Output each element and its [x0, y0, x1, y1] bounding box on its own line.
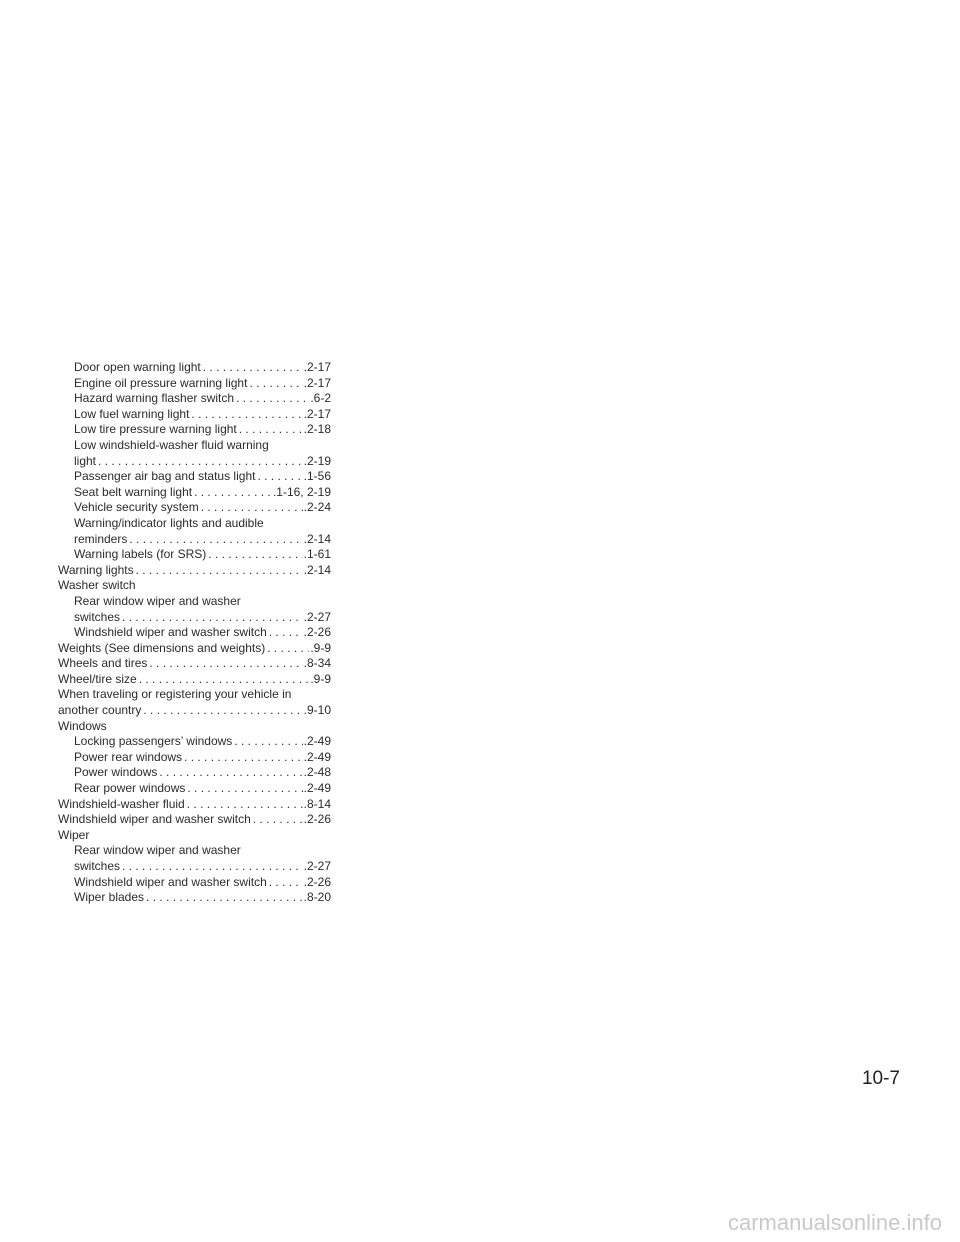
watermark-text: carmanualsonline.info	[727, 1210, 942, 1235]
dot-leader	[122, 859, 303, 875]
index-term: Passenger air bag and status light	[74, 469, 256, 484]
index-heading: Rear window wiper and washer	[74, 843, 241, 858]
index-entry	[58, 454, 331, 470]
index-term: Engine oil pressure warning light	[74, 375, 248, 390]
index-column	[58, 360, 331, 906]
index-entry	[58, 859, 331, 875]
index-page-ref: .2-26	[303, 812, 331, 827]
index-entry	[58, 469, 331, 485]
index-term: Wheel/tire size	[58, 671, 137, 686]
dot-leader	[239, 422, 303, 438]
index-entry	[58, 500, 331, 516]
index-term: Windshield-washer fluid	[58, 796, 185, 811]
index-page-ref: .1-61	[303, 547, 331, 562]
index-term: Vehicle security system	[74, 500, 199, 515]
index-term: Rear power windows	[74, 781, 186, 796]
index-term: Windshield wiper and washer switch	[74, 874, 267, 889]
index-page-ref: .2-49	[303, 734, 331, 749]
index-page-ref: .6-2	[310, 391, 331, 406]
index-heading: When traveling or registering your vehicle in	[58, 687, 292, 702]
dot-leader	[267, 641, 309, 657]
index-heading: Washer switch	[58, 578, 136, 593]
index-page-ref: .9-9	[310, 671, 331, 686]
dot-leader	[269, 875, 303, 891]
index-entry	[58, 656, 331, 672]
index-page-ref: .2-17	[303, 375, 331, 390]
index-term: Weights (See dimensions and weights)	[58, 640, 266, 655]
index-term: Seat belt warning light	[74, 484, 193, 499]
index-entry	[58, 563, 331, 579]
index-term: Low tire pressure warning light	[74, 422, 237, 437]
index-heading: Wiper	[58, 827, 90, 842]
index-page-ref: .1-16, 2-19	[272, 484, 331, 499]
index-term: Locking passengers’ windows	[74, 734, 233, 749]
dot-leader	[187, 797, 303, 813]
dot-leader	[269, 625, 303, 641]
index-entry	[58, 890, 331, 906]
index-term: Low fuel warning light	[74, 406, 190, 421]
dot-leader	[234, 734, 302, 750]
dot-leader	[201, 500, 303, 516]
index-entry	[58, 781, 331, 797]
index-page-ref: .9-9	[310, 640, 331, 655]
index-term: switches	[74, 609, 121, 624]
index-term: another country	[58, 703, 142, 718]
dot-leader	[149, 656, 302, 672]
index-entry	[58, 703, 331, 719]
index-entry	[58, 376, 331, 392]
dot-leader	[184, 750, 303, 766]
index-page-ref: .2-14	[303, 531, 331, 546]
index-page-ref: .2-49	[303, 749, 331, 764]
index-page-ref: .2-27	[303, 609, 331, 624]
index-entry	[58, 875, 331, 891]
index-entry	[58, 485, 331, 501]
dot-leader	[146, 890, 303, 906]
dot-leader	[191, 407, 302, 423]
index-page-ref: .8-20	[303, 890, 331, 905]
dot-leader	[122, 610, 303, 626]
dot-leader	[249, 376, 302, 392]
index-term: reminders	[74, 531, 128, 546]
index-page-ref: .2-27	[303, 859, 331, 873]
index-page-ref: .2-26	[303, 874, 331, 889]
index-term: Power windows	[74, 765, 158, 780]
index-page-ref: .2-14	[303, 562, 331, 577]
dot-leader	[159, 765, 302, 781]
dot-leader	[187, 781, 302, 797]
index-term: Warning labels (for SRS)	[74, 547, 207, 562]
dot-leader	[208, 547, 302, 563]
index-entry	[58, 391, 331, 407]
index-term: switches	[74, 859, 121, 873]
index-page-ref: .2-48	[303, 765, 331, 780]
index-term: Wiper blades	[74, 890, 145, 905]
index-page-ref: .1-56	[303, 469, 331, 484]
page-number: 10-7	[861, 1068, 900, 1089]
index-entry	[58, 765, 331, 781]
dot-leader	[253, 812, 303, 828]
dot-leader	[236, 391, 309, 407]
index-entry	[58, 547, 331, 563]
index-heading: Rear window wiper and washer	[74, 593, 241, 608]
index-term: Power rear windows	[74, 749, 183, 764]
index-page-ref: .2-26	[303, 625, 331, 640]
index-entry	[58, 422, 331, 438]
index-entry	[58, 641, 331, 657]
dot-leader	[203, 360, 303, 376]
dot-leader	[194, 485, 272, 501]
index-entry	[58, 812, 331, 828]
index-term: Door open warning light	[74, 360, 201, 374]
index-page-ref: .2-17	[303, 360, 331, 374]
index-entry	[58, 407, 331, 423]
index-term: Hazard warning flasher switch	[74, 391, 235, 406]
index-entry	[58, 734, 331, 750]
index-page-ref: .2-19	[303, 453, 331, 468]
index-term: Windshield wiper and washer switch	[58, 812, 251, 827]
index-page-ref: .8-14	[303, 796, 331, 811]
dot-leader	[98, 454, 303, 470]
index-entry	[58, 532, 331, 548]
index-entry	[58, 610, 331, 626]
index-heading: Warning/indicator lights and audible	[74, 515, 264, 530]
index-term: Warning lights	[58, 562, 134, 577]
dot-leader	[143, 703, 302, 719]
index-entry	[58, 625, 331, 641]
dot-leader	[257, 469, 302, 485]
index-page-ref: .2-17	[303, 406, 331, 421]
index-page-ref: .9-10	[303, 703, 331, 718]
index-entry	[58, 750, 331, 766]
dot-leader	[129, 532, 302, 548]
dot-leader	[136, 563, 303, 579]
index-heading: Windows	[58, 718, 107, 733]
index-term: Wheels and tires	[58, 656, 148, 671]
index-entry	[58, 360, 331, 376]
index-page-ref: .2-18	[303, 422, 331, 437]
index-page-ref: .2-24	[303, 500, 331, 515]
index-term: Windshield wiper and washer switch	[74, 625, 267, 640]
index-page-ref: .8-34	[303, 656, 331, 671]
index-heading: Low windshield-washer fluid warning	[74, 437, 269, 452]
index-term: light	[74, 453, 97, 468]
index-page-ref: .2-49	[303, 781, 331, 796]
index-entry	[58, 797, 331, 813]
index-entry	[58, 672, 331, 688]
dot-leader	[139, 672, 310, 688]
